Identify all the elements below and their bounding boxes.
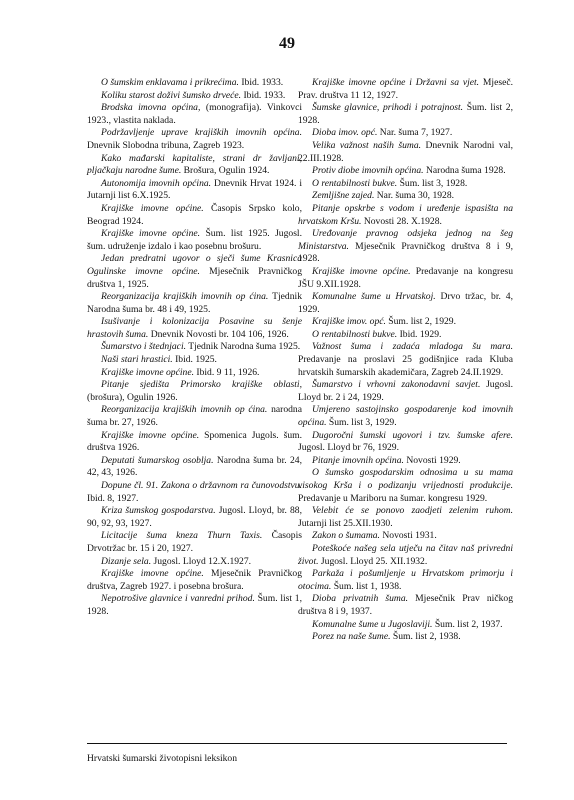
bibliography-entry — [87, 341, 302, 354]
entry-source: Ibid. 1933. — [241, 89, 286, 101]
bibliography-entry — [298, 178, 513, 191]
entry-title: Kriza šumskog gospodarstva. — [101, 505, 216, 517]
entry-source: Mjesečnik Pravničkog društva 1, 1925. — [87, 265, 302, 290]
entry-source: Nar. šuma 30, 1928. — [374, 190, 455, 202]
entry-title: Brodska imovna općina, — [101, 102, 201, 114]
bibliography-entry — [87, 354, 302, 367]
entry-source: Mjesečnik Pravničkog društva 8 i 9, 1928. — [298, 240, 513, 265]
entry-title: Dizanje sela. — [101, 555, 152, 567]
footer-divider — [87, 743, 507, 744]
entry-title: Naši stari hrastici. — [101, 354, 173, 366]
entry-source: Mjesečnik Pravničkog društva, Zagreb 1927. i posebna brošura. — [87, 568, 302, 592]
entry-source: Predavanje u Mariboru na šumar. kongresu 1929. — [298, 492, 488, 504]
bibliography-entry — [87, 404, 302, 429]
entry-title: Dioba imov. opć. — [312, 127, 378, 139]
entry-source: Dnevnik Slobodna tribuna, Zagreb 1923. — [87, 139, 245, 151]
entry-title: Porez na naše šume. — [312, 631, 391, 643]
entry-title: Šumarstvo i štednjaci. — [101, 341, 187, 353]
bibliography-entry — [87, 430, 302, 455]
entry-source: Mjesečnik Prav ničkog društva 8 i 9, 1937. — [298, 593, 513, 617]
entry-title: Autonomija imovnih općina. — [101, 177, 212, 189]
entry-title: Pitanje imovnih općina. — [312, 454, 404, 466]
bibliography-entry — [87, 228, 302, 253]
entry-source: Dnevnik Novosti br. 104 106, 1926. — [148, 328, 289, 340]
bibliography-entry — [298, 203, 513, 228]
entry-source: Ibid. 9 11, 1926. — [193, 366, 260, 378]
bibliography-entry — [87, 153, 302, 178]
bibliography-entry — [298, 127, 513, 140]
entry-source: Narodna šuma br. 24, 42, 43, 1926. — [87, 454, 302, 479]
entry-source: Šum. list 1925. Jugosl. šum. udruženje izdalo i kao posebnu brošuru. — [87, 228, 302, 252]
bibliography-column-right — [298, 77, 513, 644]
entry-title: Parkaža i pošumljenje u Hrvatskom primorju i otocima. — [298, 568, 513, 592]
entry-source: Časopis Drvotržac br. 15 i 20, 1927. — [87, 530, 302, 554]
entry-title: Krajiške imov. opć. — [312, 316, 386, 328]
entry-title: Velebit će se ponovo zaodjeti zelenim ruhom. — [312, 505, 513, 517]
entry-source: Tjednik Narodna šuma 1925. — [186, 341, 301, 353]
entry-source: Ibid. 1933. — [238, 77, 284, 88]
entry-source: Novosti 1929. — [403, 454, 461, 466]
bibliography-column-left — [87, 77, 302, 619]
entry-title: Dioba privatnih šuma. — [312, 593, 409, 605]
bibliography-entry — [87, 379, 302, 404]
entry-title: Pitanje opskrbe s vodom i uređenje ispasišta na hrvatskom Kršu. — [298, 202, 513, 227]
entry-source: Šum. list 3, 1929. — [326, 417, 397, 429]
entry-source: Novosti 28. X.1928. — [361, 215, 442, 227]
bibliography-entry — [87, 102, 302, 127]
bibliography-entry — [298, 631, 513, 644]
entry-source: Šum. list 3, 1928. — [397, 177, 468, 189]
bibliography-entry — [87, 505, 302, 530]
entry-title: Velika važnost naših šuma. — [312, 139, 422, 151]
bibliography-entry — [298, 505, 513, 530]
entry-title: Reorganizacija krajiških imovnih op ćina. — [101, 404, 268, 416]
bibliography-entry — [87, 593, 302, 618]
entry-title: Krajiške imovne općine. — [312, 265, 411, 277]
entry-source: Predavanje na kongresu JŠU 9.XII.1928. — [298, 265, 513, 290]
entry-source: Šum. list 2, 1937. — [432, 618, 503, 630]
bibliography-entry — [298, 619, 513, 632]
bibliography-entry — [298, 77, 513, 102]
entry-title: O šumskim enklavama i prikrećima. — [101, 77, 239, 88]
entry-source: Drvo tržac, br. 4, 1929. — [298, 291, 513, 315]
entry-source: Šum. list 2, 1929. — [385, 316, 457, 328]
entry-title: Šumarstvo i vrhovni zakonodavni savjet. — [312, 379, 481, 391]
bibliography-entry — [298, 404, 513, 429]
entry-source: Mjeseč. Prav. društva 11 12, 1927. — [298, 77, 513, 101]
entry-title: Krajiške imovne općine. — [101, 568, 204, 580]
entry-title: Poteškoće našeg sela utječu na čitav naš privredni život. — [298, 542, 513, 567]
entry-source: Dnevnik Hrvat 1924. i Jutarnji list 6.X.1925. — [87, 177, 302, 202]
entry-source: Predavanje na proslavi 25 godišnjice rada Kluba hrvatskih šumarskih akademičara, Zagreb 24.II.1929. — [298, 354, 513, 378]
bibliography-entry — [298, 140, 513, 165]
bibliography-entry — [298, 329, 513, 342]
bibliography-entry — [87, 178, 302, 203]
entry-title: Važnost šuma i zadaća mladoga šu mara. — [312, 341, 513, 353]
entry-title: O rentabilnosti bukve. — [312, 328, 398, 340]
entry-title: Dopune čl. 91. Zakona o državnom ra čunovodstvu. — [101, 480, 302, 491]
entry-title: Zemljišne zajed. — [312, 190, 375, 202]
entry-title: Krajiške imovne općine. — [101, 228, 201, 240]
entry-title: Nepotrošive glavnice i vanredni prihod. — [101, 593, 255, 605]
entry-title: Krajiške imovne općine i Državni sa vjet. — [312, 77, 480, 88]
bibliography-entry — [298, 379, 513, 404]
bibliography-entry — [87, 77, 302, 90]
entry-source: Jugosl. Lloyd br. 2 i 24, 1929. — [298, 379, 513, 403]
entry-title: Deputati šumarskog osoblja. — [101, 454, 214, 466]
entry-source: Ibid. 1929. — [397, 328, 442, 340]
entry-title: Podržavljenje uprave krajiških imovnih općina. — [101, 127, 302, 139]
entry-title: Protiv diobe imovnih općina. — [312, 165, 424, 177]
entry-source: Ibid. 1925. — [172, 354, 217, 366]
entry-title: O rentabilnosti bukve. — [312, 177, 398, 189]
bibliography-entry — [298, 430, 513, 455]
entry-source: Jugosl. Lloyd 25. XII.1932. — [318, 555, 428, 567]
entry-source: (monografija). Vinkovci 1923., vlastita naklada. — [87, 102, 302, 126]
bibliography-entry — [87, 90, 302, 103]
entry-source: Nar. šuma 7, 1927. — [377, 127, 453, 139]
entry-title: Komunalne šume u Jugoslaviji. — [312, 618, 433, 630]
footer-text: Hrvatski šumarski životopisni leksikon — [87, 753, 238, 764]
entry-title: Krajiške imovne općine. — [101, 202, 204, 214]
entry-title: Komunalne šume u Hrvatskoj. — [312, 291, 436, 303]
entry-title: Umjereno sastojinsko gospodarenje kod imovnih općina. — [298, 404, 513, 429]
bibliography-entry — [87, 203, 302, 228]
bibliography-entry — [298, 530, 513, 543]
bibliography-entry — [298, 165, 513, 178]
entry-title: Krajiške imovne općine. — [101, 366, 194, 378]
bibliography-entry — [298, 455, 513, 468]
bibliography-entry — [298, 341, 513, 379]
entry-title: Pitanje sjedišta Primorsko krajiške oblasti, — [101, 379, 302, 391]
entry-title: Isušivanje i kolonizacija Posavine su šenje hrastovih šuma. — [87, 316, 302, 340]
entry-title: O šumsko gospodarskim odnosima u su mama visokog Krša i o podizanju vrijednosti produkcije. — [298, 467, 513, 491]
entry-title: Licitacije šuma kneza Thurn Taxis. — [101, 530, 263, 542]
entry-source: Jugosl. Lloyd, br. 88, 90, 92, 93, 1927. — [87, 505, 302, 529]
entry-source: Ibid. 8, 1927. — [87, 492, 139, 504]
entry-source: (brošura), Ogulin 1926. — [87, 391, 178, 403]
bibliography-entry — [87, 455, 302, 480]
entry-title: Uređovanje pravnog odsjeka jednog na šeg Ministarstva. — [298, 228, 513, 252]
bibliography-entry — [298, 543, 513, 568]
bibliography-entry — [298, 190, 513, 203]
entry-source: Jugosl. Lloyd 12.X.1927. — [151, 555, 252, 567]
entry-source: Časopis Srpsko kolo, Beograd 1924. — [87, 202, 302, 227]
entry-source: Šum. list 1, 1928. — [87, 593, 302, 617]
entry-source: Jutarnji list 25.XII.1930. — [298, 517, 393, 529]
entry-source: narodna šuma br. 27, 1926. — [87, 404, 302, 429]
entry-title: Krajiške imovne općine. — [101, 429, 200, 441]
page-number: 49 — [279, 35, 295, 52]
bibliography-entry — [298, 228, 513, 266]
entry-title: Šumske glavnice, prihodi i potrajnost. — [312, 102, 464, 114]
bibliography-entry — [298, 467, 513, 505]
bibliography-entry — [87, 253, 302, 291]
entry-source: Šum. list 2, 1938. — [390, 631, 461, 643]
entry-source: Šum. list 1, 1938. — [331, 580, 402, 592]
entry-source: Tjednik Narodna šuma br. 48 i 49, 1925. — [87, 291, 302, 315]
bibliography-entry — [87, 291, 302, 316]
entry-source: Narodna šuma 1928. — [423, 165, 506, 177]
bibliography-entry — [87, 556, 302, 569]
bibliography-entry — [87, 367, 302, 380]
entry-source: Brošura, Ogulin 1924. — [181, 165, 270, 177]
entry-title: Koliku starost doživi šumsko drveće. — [101, 89, 242, 101]
bibliography-entry — [87, 480, 302, 505]
bibliography-entry — [87, 530, 302, 555]
bibliography-entry — [298, 102, 513, 127]
bibliography-entry — [298, 291, 513, 316]
bibliography-entry — [87, 316, 302, 341]
entry-source: Dnevnik Narodni val, 22.III.1928. — [298, 139, 513, 164]
entry-title: Zakon o šumama. — [312, 530, 380, 542]
bibliography-entry — [87, 568, 302, 593]
entry-source: Šum. list 2, 1928. — [298, 102, 513, 126]
entry-source: Spomenica Jugols. šum. društva 1926. — [87, 429, 303, 454]
entry-source: Novosti 1931. — [379, 530, 437, 542]
bibliography-entry — [298, 593, 513, 618]
bibliography-entry — [298, 266, 513, 291]
bibliography-entry — [298, 316, 513, 329]
entry-title: Dugoročni šumski ugovori i tzv. šumske afere. — [312, 429, 513, 441]
bibliography-entry — [298, 568, 513, 593]
entry-title: Reorganizacija krajiških imovnih op ćina. — [101, 291, 269, 303]
entry-title: Kako mađarski kapitaliste, strani dr žavljani, pljačkaju narodne šume. — [87, 152, 302, 177]
bibliography-entry — [87, 127, 302, 152]
entry-source: Jugosl. Lloyd br 76, 1929. — [298, 442, 400, 454]
entry-title: Jedan predratni ugovor o sječi šume Krasnica Ogulinske imovne općine. — [87, 253, 302, 277]
